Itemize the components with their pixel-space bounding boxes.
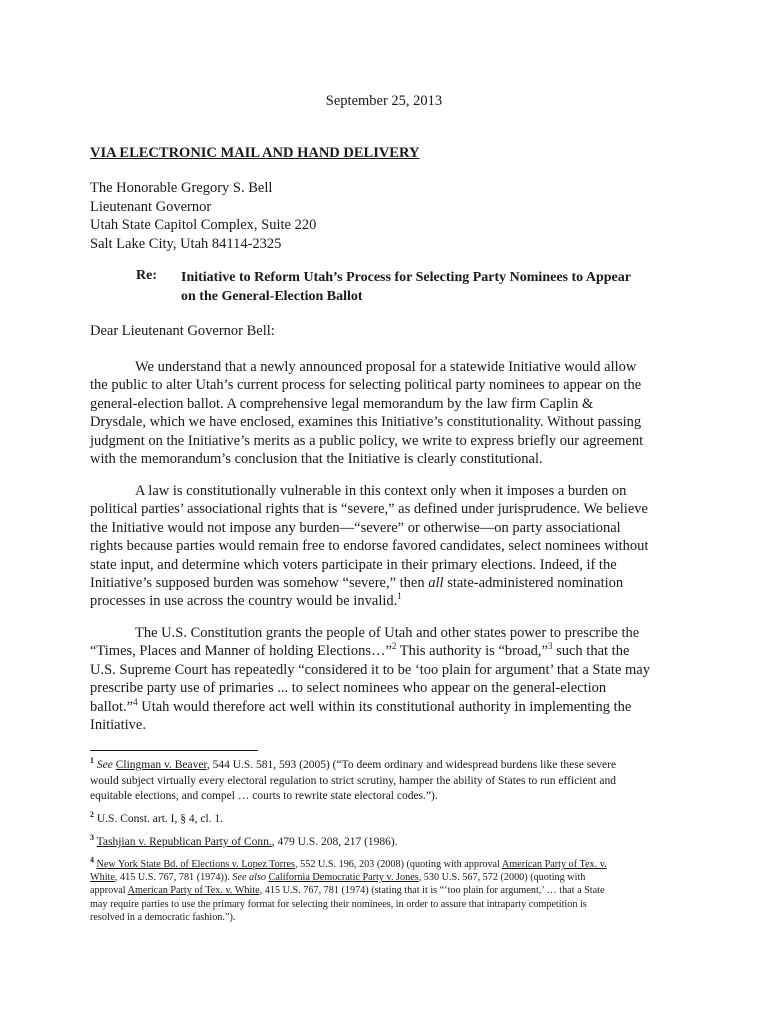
- footnote-ref-3[interactable]: 3: [547, 641, 553, 652]
- paragraph-3: [90, 624, 690, 734]
- case-name: White: [90, 872, 115, 884]
- paragraph-line: [90, 642, 690, 660]
- text-run: , 415 U.S. 767, 781 (1974) (stating that it is “‘too plain for argument,’ … that a State: [259, 885, 605, 897]
- footnote-divider: [90, 750, 258, 751]
- address-line: The Honorable Gregory S. Bell: [90, 180, 273, 196]
- paragraph-2: [90, 482, 690, 611]
- paragraph-line: with the memorandum’s conclusion that the Initiative is clearly constitutional.: [90, 451, 543, 468]
- re-subject: [181, 268, 681, 306]
- footnote-ref-4[interactable]: 4: [133, 696, 138, 707]
- footnote-line: [90, 884, 690, 897]
- text-run: state-administered nomination: [443, 575, 624, 592]
- paragraph-line: The U.S. Constitution grants the people of Utah and other states power to prescribe the: [135, 625, 640, 641]
- text-run: processes in use across the country would be invalid.: [90, 593, 398, 610]
- text-run: This authority is “broad,”: [396, 643, 548, 660]
- case-name: American Party of Tex. v. White: [127, 885, 260, 897]
- re-label: Re:: [136, 268, 157, 283]
- re-line: Initiative to Reform Utah’s Process for Selecting Party Nominees to Appear: [181, 270, 631, 285]
- footnote-4: [90, 855, 690, 924]
- footnote-number: 2: [90, 810, 94, 820]
- footnote-2: [90, 812, 690, 828]
- paragraph-line: U.S. Supreme Court has repeatedly “considered it to be ‘too plain for argument’ that a State may: [90, 661, 650, 678]
- case-name: American Party of Tex. v.: [501, 859, 607, 870]
- paragraph-line: state input, and determine which voters participate in their primary elections. Indeed, if the: [90, 556, 617, 573]
- footnote-line: equitable elections, and compel … courts to rewrite state electoral codes.”).: [90, 790, 438, 802]
- paragraph-line: [90, 574, 690, 592]
- footnote-line: may require parties to use the primary format for selecting their nominees, in order to assure that intraparty competition is: [90, 898, 587, 910]
- address-line: Lieutenant Governor: [90, 198, 212, 215]
- text-run: , 479 U.S. 208, 217 (1986).: [271, 836, 398, 848]
- signal-see-also: See also: [232, 872, 267, 884]
- re-line: on the General-Election Ballot: [181, 289, 363, 304]
- text-run: , 530 U.S. 567, 572 (2000) (quoting with: [418, 872, 586, 884]
- paragraph-line: [90, 592, 690, 610]
- text-run: Utah would therefore act well within its constitutional authority in implementing the: [137, 698, 632, 715]
- footnote-line: [90, 812, 690, 828]
- case-name: New York State Bd. of Elections v. Lopez Torres: [96, 859, 296, 870]
- footnote-line: [90, 758, 690, 774]
- footnote-ref-1[interactable]: 1: [397, 591, 402, 602]
- text-run: U.S. Const. art. I, § 4, cl. 1.: [96, 813, 224, 825]
- footnote-ref-2[interactable]: 2: [391, 641, 397, 652]
- text-run: such that the: [552, 643, 630, 660]
- paragraph-line: the public to alter Utah’s current process for selecting political party nominees to appear on the: [90, 377, 642, 394]
- paragraph-line: rights because parties would remain free to endorse favored candidates, select nominees without: [90, 538, 649, 555]
- paragraph-line: Initiative.: [90, 717, 146, 734]
- text-run: Initiative’s supposed burden was somehow “severe,” then: [90, 575, 429, 592]
- footnote-line: resolved in a democratic fashion.”).: [90, 911, 236, 923]
- paragraph-line: A law is constitutionally vulnerable in this context only when it imposes a burden on: [135, 483, 627, 499]
- case-name: Clingman v. Beaver: [115, 759, 207, 771]
- paragraph-line: prescribe party use of primaries ... to select nominees who appear on the general-election: [90, 680, 607, 697]
- paragraph-line: We understand that a newly announced proposal for a statewide Initiative would allow: [135, 359, 637, 375]
- paragraph-line: general-election ballot. A comprehensive legal memorandum by the law firm Caplin &: [90, 395, 594, 412]
- address-line: Salt Lake City, Utah 84114-2325: [90, 235, 282, 252]
- text-run: ballot.”: [90, 698, 134, 715]
- text-run: , 544 U.S. 581, 593 (2005) (“To deem ordinary and widespread burdens like these severe: [206, 759, 617, 771]
- paragraph-1: [90, 358, 690, 468]
- text-run: , 415 U.S. 767, 781 (1974)).: [114, 872, 233, 884]
- footnote-line: would subject virtually every electoral regulation to strict scrutiny, hamper the ability of States to run efficient and: [90, 774, 616, 787]
- address-line: Utah State Capitol Complex, Suite 220: [90, 217, 317, 233]
- paragraph-line: Drysdale, which we have enclosed, examines this Initiative’s constitutionality. Without passing: [90, 414, 642, 431]
- case-name: California Democratic Party v. Jones: [268, 872, 419, 884]
- footnote-3: [90, 835, 690, 851]
- footnote-line: [90, 871, 690, 884]
- footnote-number: 3: [90, 833, 94, 843]
- footnote-number: 1: [90, 756, 94, 766]
- paragraph-line: the Initiative would not impose any burden—“severe” or otherwise—on party associational: [90, 519, 621, 536]
- footnote-line: [90, 835, 690, 851]
- delivery-method: VIA ELECTRONIC MAIL AND HAND DELIVERY: [90, 145, 420, 161]
- emphasis-all: all: [428, 575, 444, 592]
- text-run: , 552 U.S. 196, 203 (2008) (quoting with approval: [295, 859, 502, 870]
- paragraph-line: [90, 698, 690, 716]
- paragraph-line: judgment on the Initiative’s merits as a public policy, we write to express briefly our agreement: [90, 432, 644, 449]
- footnote-1: [90, 758, 690, 805]
- signal-see: See: [96, 759, 113, 771]
- text-run: approval: [90, 885, 128, 897]
- paragraph-line: political parties’ associational rights that is “severe,” as defined under jurisprudence. We believe: [90, 501, 648, 518]
- text-run: “Times, Places and Manner of holding Elections…”: [90, 643, 392, 660]
- letter-date: September 25, 2013: [325, 93, 443, 109]
- recipient-address: [90, 179, 316, 253]
- footnote-number: 4: [90, 855, 94, 865]
- footnote-line: [90, 855, 690, 871]
- case-name: Tashjian v. Republican Party of Conn.: [96, 836, 272, 848]
- salutation: Dear Lieutenant Governor Bell:: [90, 323, 275, 339]
